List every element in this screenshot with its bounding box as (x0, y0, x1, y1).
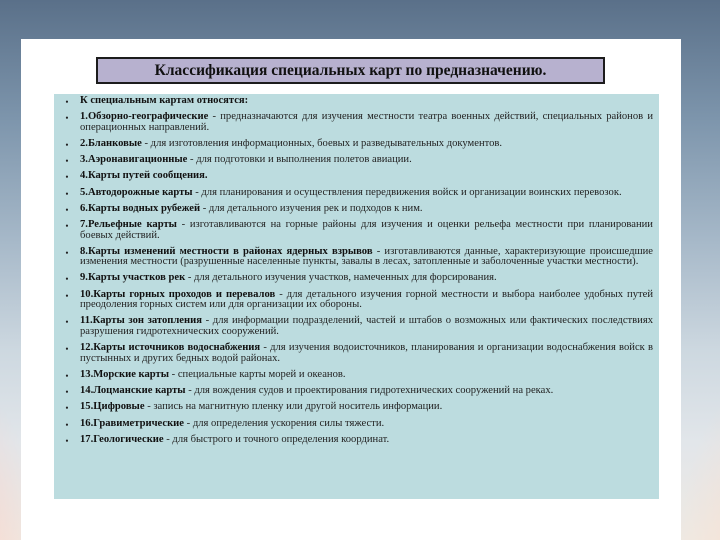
content-list (54, 94, 659, 499)
list-item-title: 10.Карты горных проходов и перевалов (80, 288, 276, 300)
list-item (54, 171, 653, 182)
list-item-description: - для детального изучения участков, намеченных для форсирования. (185, 272, 497, 284)
list-item-text (80, 370, 653, 381)
bullet-icon: • (65, 317, 69, 328)
list-item-description: - запись на магнитную пленку или другой носитель информации. (144, 401, 443, 413)
list-item (54, 220, 653, 242)
bullet-icon: • (65, 371, 69, 381)
slide (21, 39, 681, 540)
slide-title: Классификация специальных карт по предназначению. (154, 61, 547, 79)
list-item (54, 204, 653, 215)
list-item-title: 17.Геологические (80, 433, 164, 445)
list-item (54, 247, 653, 269)
list-item-title: 16.Гравиметрические (80, 417, 184, 429)
list-item-text (80, 247, 653, 269)
bullet-icon: • (65, 403, 69, 414)
list-item (54, 419, 653, 430)
list-item-title: 9.Карты участков рек (80, 272, 186, 284)
bullet-icon: • (65, 290, 69, 301)
bullet-icon: • (65, 435, 69, 446)
list-item-title: 4.Карты путей сообщения. (80, 170, 208, 182)
list-item-description: - для быстрого и точного определения координат. (163, 433, 390, 445)
list-item-title: 3.Аэронавигационные (80, 154, 188, 166)
list-item-description: - изготавливаются на горные районы для изучения и оценки рельефа местности при планировании боевых действий. (80, 218, 653, 241)
list-item-description: - специальные карты морей и океанов. (169, 369, 346, 380)
list-item-description: - для детального изучения горной местности и выбора наиболее удобных путей преодоления горных систем или для организации их обороны. (80, 288, 653, 311)
list-item-title: 11.Карты зон затопления (80, 315, 202, 327)
bullet-icon: • (65, 97, 69, 107)
bullet-icon: • (65, 387, 69, 398)
list-item (54, 188, 653, 199)
list-item (54, 155, 653, 166)
list-item-text (80, 139, 653, 150)
list-item-title: К специальным картам относятся: (80, 95, 249, 106)
bullet-icon: • (65, 113, 69, 124)
list-item-text (80, 155, 653, 166)
list-item-description: - изготавливаются данные, характеризующие происшедшие изменения местности (разрушенные населенные пункты, завалы в лесах, затопленные и заболоченные участки местности). (80, 245, 653, 268)
list-item-text (80, 419, 653, 430)
list-item (54, 139, 653, 150)
list-item (54, 96, 653, 107)
list-item-text (80, 343, 653, 365)
bullet-icon: • (65, 419, 69, 430)
list-item-text (80, 188, 653, 199)
list-item-text (80, 290, 653, 312)
list-item (54, 316, 653, 338)
list-item-title: 15.Цифровые (80, 401, 145, 413)
list-item-title: 13.Морские карты (80, 369, 170, 380)
list-item-description: - для детального изучения рек и подходов к ним. (200, 202, 423, 214)
list-item-title: 14.Лоцманские карты (80, 385, 186, 397)
list-item-text (80, 112, 653, 134)
list-item-text (80, 171, 653, 182)
list-item-text (80, 435, 653, 446)
bullet-icon: • (65, 156, 69, 167)
list-item-title: 8.Карты изменений местности в районах ядерных взрывов (80, 245, 373, 257)
list-item (54, 402, 653, 413)
list-item-text (80, 273, 653, 284)
list-item (54, 112, 653, 134)
list-item (54, 435, 653, 446)
list-item-description: - для планирования и осуществления передвижения войск и организации воинских перевозок. (192, 186, 622, 198)
list-item (54, 343, 653, 365)
list-item-description: - для определения ускорения силы тяжести. (184, 417, 385, 429)
list-item-description: - для вождения судов и проектирования гидротехнических сооружений на реках. (185, 385, 554, 397)
list-item-description: - для подготовки и выполнения полетов авиации. (187, 154, 412, 166)
bullet-icon: • (65, 247, 69, 258)
list-item-text (80, 220, 653, 242)
bullet-icon: • (65, 274, 69, 285)
list-item-title: 5.Автодорожные карты (80, 186, 193, 198)
list-item-text (80, 204, 653, 215)
title-box (96, 57, 605, 84)
list-item-title: 2.Бланковые (80, 137, 142, 149)
bullet-icon: • (65, 220, 69, 231)
list-item-title: 7.Рельефные карты (80, 218, 177, 230)
list-item-text (80, 96, 653, 107)
list-item-text (80, 386, 653, 397)
list-item-description: - для изготовления информационных, боевых и разведывательных документов. (141, 137, 503, 149)
list-item-description: - для информации подразделений, частей и штабов о возможных или фактических последствиях разрушения гидротехнических сооружений. (80, 315, 653, 338)
list-item-title: 1.Обзорно-географические (80, 111, 209, 123)
list-item-title: 6.Карты водных рубежей (80, 202, 201, 214)
list-item-text (80, 402, 653, 413)
bullet-icon: • (65, 139, 69, 150)
list-item-text (80, 316, 653, 338)
list-item (54, 273, 653, 284)
bullet-icon: • (65, 188, 69, 199)
bullet-icon: • (65, 344, 69, 355)
list-item (54, 370, 653, 381)
list-item-description: - для изучения водоисточников, планирования и организации водоснабжения войск в пустынных и других бедных водой районах. (80, 342, 654, 365)
bullet-icon: • (65, 172, 69, 183)
list-item (54, 386, 653, 397)
list-item (54, 290, 653, 312)
background-glow-right (680, 380, 720, 540)
bullet-icon: • (65, 204, 69, 215)
list-item-title: 12.Карты источников водоснабжения (80, 342, 261, 354)
list-item-description: - предназначаются для изучения местности театра военных действий, специальных районов и операционных направлений. (80, 111, 653, 133)
